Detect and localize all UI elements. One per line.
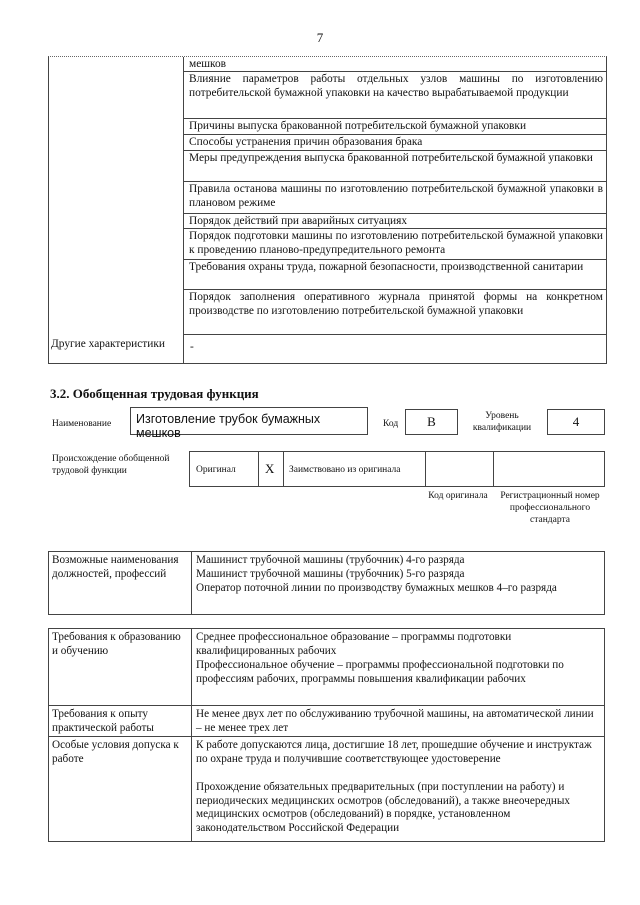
table-row: Требования охраны труда, пожарной безопасности, производственной санитарии bbox=[184, 260, 606, 290]
page-number: 7 bbox=[316, 30, 324, 45]
function-name: Изготовление трубок бумажных мешков bbox=[136, 412, 321, 440]
table-row: Меры предупреждения выпуска бракованной потребительской бумажной упаковки bbox=[184, 151, 606, 182]
education-label: Требования к образованию и обучению bbox=[52, 631, 181, 657]
origin-label: Происхождение обобщенной трудовой функции bbox=[52, 454, 170, 476]
left-column bbox=[49, 57, 184, 363]
table-row: Причины выпуска бракованной потребительской бумажной упаковки bbox=[184, 119, 606, 135]
position-item: Оператор поточной линии по производству бумажных мешков 4–го разряда bbox=[196, 582, 557, 594]
positions-label: Возможные наименования должностей, профессий bbox=[52, 554, 179, 580]
positions-table bbox=[48, 551, 605, 615]
section-title: 3.2. Обобщенная трудовая функция bbox=[50, 386, 259, 401]
name-label: Наименование bbox=[52, 419, 112, 429]
original-label: Оригинал bbox=[196, 465, 236, 475]
code-label: Код bbox=[383, 419, 399, 429]
reg-number-caption: Регистрационный номер профессионального стандарта bbox=[500, 491, 600, 525]
origin-box bbox=[189, 451, 605, 487]
original-mark: X bbox=[265, 461, 275, 476]
table-row: Порядок заполнения оперативного журнала принятой формы на конкретном производстве по изготовлению потребительской бумажной упаковки bbox=[184, 290, 606, 335]
code-box bbox=[405, 409, 458, 435]
position-item: Машинист трубочной машины (трубочник) 5-го разряда bbox=[196, 568, 465, 580]
position-item: Машинист трубочной машины (трубочник) 4-го разряда bbox=[196, 554, 465, 566]
other-characteristics-label: Другие характеристики bbox=[51, 338, 166, 350]
code-value: B bbox=[427, 414, 436, 429]
table-row: Способы устранения причин образования брака bbox=[184, 135, 606, 151]
education-value: Среднее профессиональное образование – программы подготовки квалифицированных рабочих bbox=[196, 631, 512, 657]
knowledge-table bbox=[48, 56, 607, 364]
table-row: Влияние параметров работы отдельных узлов машины по изготовлению потребительской бумажной упаковки на качество вырабатываемой продукции bbox=[184, 72, 606, 119]
experience-label: Требования к опыту практической работы bbox=[52, 708, 154, 734]
level-label: Уровень квалификации bbox=[472, 411, 532, 433]
admission-label: Особые условия допуска к работе bbox=[52, 739, 179, 765]
table-row: Правила останова машины по изготовлению потребительской бумажной упаковки в плановом режиме bbox=[184, 182, 606, 214]
admission-value: Прохождение обязательных предварительных (при поступлении на работу) и периодических медицинских осмотров (обследований), а также внеочередных медицинских осмотров (обследований) в порядке, установленном законодательством Российской Федерации bbox=[196, 781, 571, 834]
table-row: Порядок подготовки машины по изготовлению потребительской бумажной упаковки к проведению планово-предупредительного ремонта bbox=[184, 229, 606, 260]
education-value: Профессиональное обучение – программы профессиональной подготовки по профессиям рабочих, программы повышения квалификации рабочих bbox=[196, 659, 564, 685]
table-row: Порядок действий при аварийных ситуациях bbox=[184, 214, 606, 229]
requirements-table bbox=[48, 628, 605, 842]
experience-value: Не менее двух лет по обслуживанию трубочной машины, на автоматической линии – не менее трех лет bbox=[196, 708, 594, 734]
table-row: мешков bbox=[184, 57, 606, 72]
borrowed-label: Заимствовано из оригинала bbox=[289, 465, 401, 475]
other-characteristics-value: - bbox=[190, 341, 194, 353]
admission-value: К работе допускаются лица, достигшие 18 лет, прошедшие обучение и инструктаж по охране труда и получившие соответствующее удостоверение bbox=[196, 739, 592, 765]
level-box bbox=[547, 409, 605, 435]
name-box bbox=[130, 407, 368, 440]
code-original-caption: Код оригинала bbox=[428, 491, 488, 501]
level-value: 4 bbox=[572, 414, 580, 429]
